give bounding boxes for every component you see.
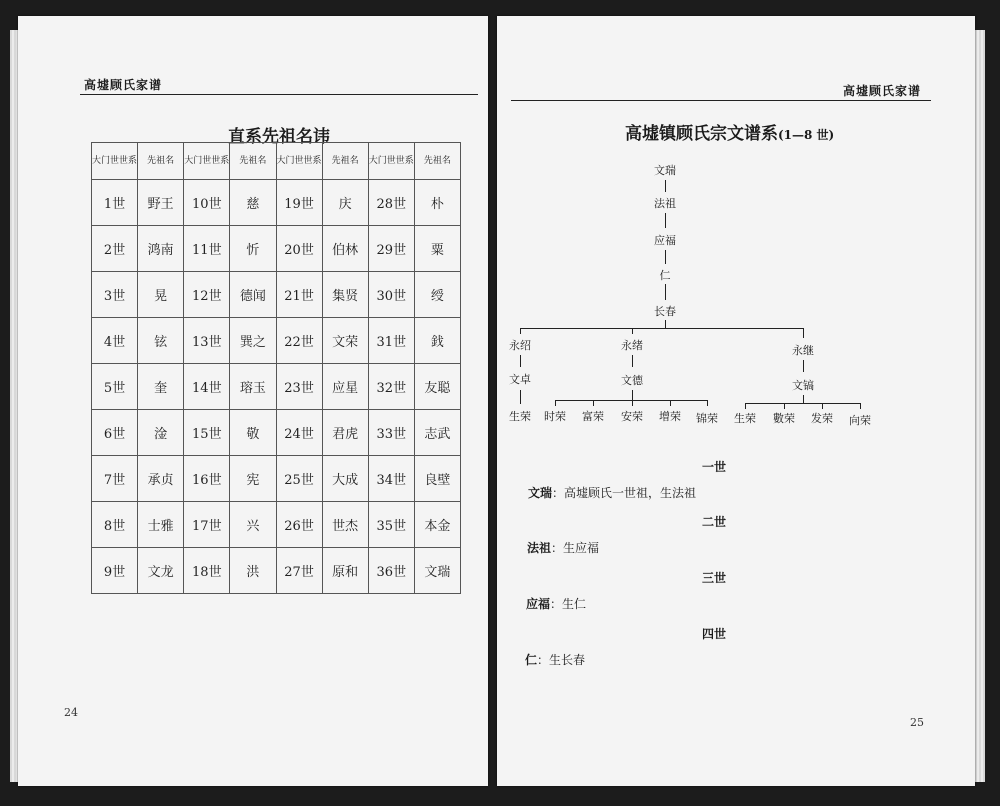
- generation-cell: 36世: [368, 548, 414, 594]
- tree-connector: [520, 355, 521, 367]
- generation-cell: 32世: [368, 364, 414, 410]
- tree-gen8-bar-c: [745, 403, 860, 404]
- header-ancestor-name: 先祖名: [230, 143, 276, 180]
- ancestor-name-cell: 原和: [322, 548, 368, 594]
- generation-cell: 27世: [276, 548, 322, 594]
- tree-node-gen3: 应福: [654, 234, 676, 247]
- ancestor-name-cell: 志武: [414, 410, 460, 456]
- tree-connector: [803, 328, 804, 338]
- ancestor-name-cell: 绶: [414, 272, 460, 318]
- generation-cell: 23世: [276, 364, 322, 410]
- tree-node-gen7-b: 文德: [621, 374, 643, 387]
- ancestor-name-cell: 兴: [230, 502, 276, 548]
- ancestor-name-cell: 巽之: [230, 318, 276, 364]
- ancestor-name-cell: 朴: [414, 180, 460, 226]
- ancestor-name-cell: 粟: [414, 226, 460, 272]
- ancestor-name-cell: 铉: [138, 318, 184, 364]
- ancestor-name-cell: 敬: [230, 410, 276, 456]
- tree-connector: [784, 403, 785, 409]
- generation-entry-4: [525, 651, 585, 668]
- generation-entry-3: [526, 595, 586, 612]
- ancestor-name-cell: 大成: [322, 456, 368, 502]
- tree-node-gen8-c2: 數荣: [773, 412, 795, 425]
- right-page-edges: [975, 30, 985, 782]
- tree-connector: [593, 400, 594, 406]
- generation-cell: 21世: [276, 272, 322, 318]
- ancestor-name-cell: 伯林: [322, 226, 368, 272]
- left-page-number: 24: [64, 706, 78, 719]
- tree-connector: [822, 403, 823, 409]
- ancestor-name-cell: 淦: [138, 410, 184, 456]
- generation-cell: 11世: [184, 226, 230, 272]
- table-row: [92, 272, 461, 318]
- generation-heading-3: 三世: [701, 571, 727, 585]
- tree-node-gen8-c1: 生荣: [734, 412, 756, 425]
- generation-cell: 13世: [184, 318, 230, 364]
- ancestor-name-cell: 洪: [230, 548, 276, 594]
- ancestor-name-cell: 野王: [138, 180, 184, 226]
- ancestor-name-cell: 本金: [414, 502, 460, 548]
- tree-node-gen6-a: 永绍: [509, 339, 531, 352]
- ancestor-name-cell: 德闻: [230, 272, 276, 318]
- generation-entry-text: ：生长春: [537, 653, 586, 667]
- table-row: [92, 364, 461, 410]
- right-page-number: 25: [910, 716, 924, 729]
- generation-cell: 31世: [368, 318, 414, 364]
- tree-connector: [520, 390, 521, 404]
- right-section-title-suffix: (1—8 世): [778, 128, 835, 142]
- tree-node-gen2: 法祖: [654, 197, 676, 210]
- generation-entry-2: [527, 539, 599, 556]
- generation-cell: 20世: [276, 226, 322, 272]
- ancestor-name-cell: 文瑞: [414, 548, 460, 594]
- generation-cell: 22世: [276, 318, 322, 364]
- tree-connector: [520, 328, 521, 334]
- tree-node-gen6-b: 永绪: [621, 339, 643, 352]
- table-body: [92, 180, 461, 594]
- tree-connector: [803, 395, 804, 403]
- ancestor-name-cell: 文龙: [138, 548, 184, 594]
- tree-connector: [632, 400, 633, 406]
- header-generation: 大门世世系: [184, 143, 230, 180]
- generation-heading-2: 二世: [701, 515, 727, 529]
- header-generation: 大门世世系: [276, 143, 322, 180]
- tree-node-gen6-c: 永继: [792, 344, 814, 357]
- ancestor-name-cell: 瑢玉: [230, 364, 276, 410]
- ancestor-table: [91, 142, 461, 594]
- right-header-rule: [511, 100, 931, 101]
- ancestor-name-cell: 集贤: [322, 272, 368, 318]
- tree-node-gen1: 文瑞: [654, 164, 676, 177]
- tree-connector: [860, 403, 861, 409]
- table-row: [92, 226, 461, 272]
- tree-node-gen8-c3: 发荣: [811, 412, 833, 425]
- tree-node-gen8-c4: 向荣: [849, 414, 871, 427]
- tree-gen8-bar-b: [555, 400, 707, 401]
- ancestor-name-cell: 君虎: [322, 410, 368, 456]
- ancestor-name-cell: 文荣: [322, 318, 368, 364]
- header-ancestor-name: 先祖名: [138, 143, 184, 180]
- tree-connector: [670, 400, 671, 406]
- table-row: [92, 318, 461, 364]
- generation-cell: 5世: [92, 364, 138, 410]
- generation-cell: 9世: [92, 548, 138, 594]
- ancestor-name-cell: 庆: [322, 180, 368, 226]
- left-header-rule: [80, 94, 478, 95]
- generation-cell: 26世: [276, 502, 322, 548]
- ancestor-name-cell: 友聪: [414, 364, 460, 410]
- tree-connector: [665, 284, 666, 300]
- tree-connector: [665, 213, 666, 228]
- tree-node-gen8-b1: 时荣: [544, 410, 566, 423]
- generation-cell: 3世: [92, 272, 138, 318]
- ancestor-name-cell: 鸿南: [138, 226, 184, 272]
- ancestor-name-cell: 宪: [230, 456, 276, 502]
- generation-cell: 24世: [276, 410, 322, 456]
- right-running-header: 高墟顾氏家谱: [843, 84, 922, 98]
- tree-connector: [632, 355, 633, 367]
- generation-entry-name: 文瑞: [528, 486, 553, 500]
- left-running-header: 高墟顾氏家谱: [84, 78, 163, 92]
- ancestor-name-cell: 承贞: [138, 456, 184, 502]
- header-generation: 大门世世系: [368, 143, 414, 180]
- generation-cell: 6世: [92, 410, 138, 456]
- ancestor-name-cell: 鈛: [414, 318, 460, 364]
- tree-connector: [665, 250, 666, 264]
- generation-cell: 4世: [92, 318, 138, 364]
- ancestor-name-cell: 良壁: [414, 456, 460, 502]
- tree-node-gen5: 长春: [654, 305, 676, 318]
- tree-connector: [745, 403, 746, 409]
- table-row: [92, 180, 461, 226]
- ancestor-name-cell: 忻: [230, 226, 276, 272]
- generation-cell: 16世: [184, 456, 230, 502]
- ancestor-name-cell: 奎: [138, 364, 184, 410]
- generation-cell: 17世: [184, 502, 230, 548]
- table-row: [92, 456, 461, 502]
- generation-cell: 2世: [92, 226, 138, 272]
- generation-cell: 1世: [92, 180, 138, 226]
- ancestor-name-cell: 世杰: [322, 502, 368, 548]
- generation-cell: 33世: [368, 410, 414, 456]
- tree-connector: [632, 390, 633, 400]
- right-section-title: [625, 119, 834, 144]
- generation-cell: 30世: [368, 272, 414, 318]
- header-ancestor-name: 先祖名: [322, 143, 368, 180]
- generation-cell: 15世: [184, 410, 230, 456]
- tree-node-gen4: 仁: [659, 269, 671, 282]
- tree-connector: [555, 400, 556, 406]
- tree-connector: [665, 180, 666, 192]
- tree-connector: [632, 328, 633, 334]
- tree-node-gen7-c: 文镐: [792, 379, 814, 392]
- left-section-title: 直系先祖名讳: [228, 127, 330, 147]
- tree-connector: [665, 320, 666, 328]
- table-row: [92, 502, 461, 548]
- tree-node-gen7-a: 文卓: [509, 373, 531, 386]
- generation-entry-text: ：高墟顾氏一世祖，生法祖: [552, 486, 697, 500]
- tree-gen6-bar: [520, 328, 803, 329]
- right-section-title-main: 高墟镇顾氏宗文谱系: [625, 124, 778, 144]
- tree-node-gen8-a1: 生荣: [509, 410, 531, 423]
- right-page: [497, 16, 975, 786]
- table-row: [92, 410, 461, 456]
- ancestor-name-cell: 晃: [138, 272, 184, 318]
- generation-entry-text: ：生仁: [550, 597, 587, 611]
- header-generation: 大门世世系: [92, 143, 138, 180]
- generation-entry-text: ：生应福: [551, 541, 600, 555]
- header-ancestor-name: 先祖名: [414, 143, 460, 180]
- generation-cell: 14世: [184, 364, 230, 410]
- generation-cell: 25世: [276, 456, 322, 502]
- generation-cell: 35世: [368, 502, 414, 548]
- generation-entry-name: 应福: [526, 597, 551, 611]
- generation-entry-name: 仁: [525, 653, 538, 667]
- generation-cell: 19世: [276, 180, 322, 226]
- ancestor-name-cell: 应星: [322, 364, 368, 410]
- generation-cell: 10世: [184, 180, 230, 226]
- generation-cell: 18世: [184, 548, 230, 594]
- generation-heading-4: 四世: [701, 627, 727, 641]
- generation-entry-1: [528, 484, 696, 501]
- generation-cell: 28世: [368, 180, 414, 226]
- generation-cell: 29世: [368, 226, 414, 272]
- ancestor-name-cell: 慈: [230, 180, 276, 226]
- ancestor-name-cell: 士雅: [138, 502, 184, 548]
- tree-node-gen8-b5: 锦荣: [696, 412, 718, 425]
- tree-node-gen8-b3: 安荣: [621, 410, 643, 423]
- generation-heading-1: 一世: [701, 460, 727, 474]
- generation-cell: 7世: [92, 456, 138, 502]
- table-row: [92, 548, 461, 594]
- tree-connector: [803, 360, 804, 372]
- generation-cell: 34世: [368, 456, 414, 502]
- generation-entry-name: 法祖: [527, 541, 552, 555]
- generation-cell: 12世: [184, 272, 230, 318]
- tree-node-gen8-b2: 富荣: [582, 410, 604, 423]
- tree-node-gen8-b4: 增荣: [659, 410, 681, 423]
- tree-connector: [707, 400, 708, 406]
- table-header-row: [92, 143, 461, 180]
- generation-cell: 8世: [92, 502, 138, 548]
